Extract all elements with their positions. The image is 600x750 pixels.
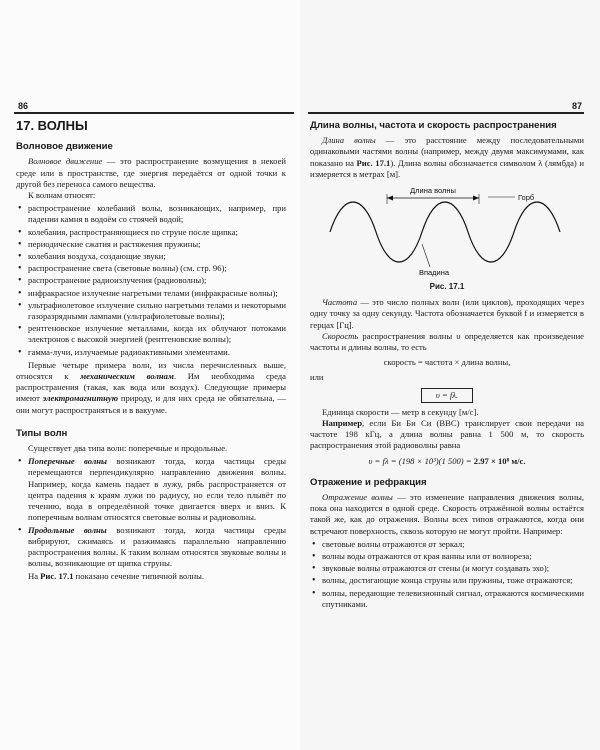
list-item: • инфракрасное излучение нагретыми телами (инфракрасные волны);: [16, 288, 286, 299]
term-reflection: Отражение волны: [322, 492, 393, 503]
paragraph-text: Первые четыре примера волн, из числа перечисленных выше, относятся к: [16, 359, 286, 382]
or-word: или: [310, 372, 324, 383]
definition-term: Волновое движение: [28, 156, 103, 167]
reflection-definition: [310, 492, 584, 537]
paragraph-text: показано сечение типичной волны.: [73, 571, 205, 582]
right-page: [300, 0, 600, 750]
speed-formula-words: скорость = частота × длина волны,: [383, 357, 511, 368]
list-item: • колебания воздуха, создающие звуки;: [16, 251, 286, 262]
speed-unit: Единица скорости — метр в секунду [м/с].: [322, 406, 479, 417]
list-item: • волны, передающие телевизионный сигнал, отражаются космическими спутниками.: [310, 588, 584, 610]
term-transverse: Поперечные волны: [28, 456, 107, 467]
section-heading-wave-motion: Волновое движение: [16, 141, 113, 153]
wave-examples-list: [16, 203, 286, 358]
list-item: • звуковые волны отражаются от стены (и могут создавать эхо);: [310, 563, 584, 574]
wavelength-definition: [310, 135, 584, 180]
chapter-title: 17. ВОЛНЫ: [16, 118, 88, 133]
list-item: • распространение колебаний волы, возникающих, например, при падении камня в водоём со стоячей водой;: [16, 203, 286, 225]
label-trough: Впадина: [418, 268, 450, 278]
list-item: • распространение радиоизлучения (радиоволны);: [16, 275, 286, 286]
speed-formula-box: υ = fλ.: [421, 388, 473, 403]
term-frequency: Частота: [322, 297, 358, 308]
wave-types-list: [16, 456, 286, 569]
definition-text: — это распространение возмущения в некоей среде или в пространстве, где энергия передаётся от одной точки к другой без переноса самого вещества.: [16, 156, 286, 189]
page-number-left: 86: [18, 101, 29, 111]
sine-wave-curve: [330, 202, 560, 262]
paragraph-text: , если Би Би Си (BBC) транслирует свои передачи на частоте 198 кГц, а длина волны равна 1 500 м, то скорость распространения этой радиоволны равна: [310, 418, 584, 451]
wave-motion-definition: [16, 156, 286, 190]
list-item: • волны воды отражаются от края ванны или от волнореза;: [310, 551, 584, 562]
label-wavelength: Длина волны: [410, 186, 456, 196]
figure-caption: Рис. 17.1: [429, 282, 465, 292]
wave-list-intro: К волнам относят:: [28, 190, 96, 201]
speed-formula-box-row: [310, 388, 584, 403]
page-number-right: 87: [571, 101, 582, 111]
arrowhead-left: [387, 196, 393, 201]
paragraph-text: . Им необходима среда распространения (такая, как вода или воздух). Следующие примеры имеют: [16, 371, 286, 404]
example-lead: Например: [322, 418, 362, 429]
term-longitudinal: Продольные волны: [28, 524, 107, 535]
term-wavelength: Длина волны: [322, 135, 376, 146]
section-heading-wavelength: Длина волны, частота и скорость распространения: [310, 120, 557, 131]
paragraph-text: распространения волны υ определяется как произведение частоты и длины волны, то есть: [310, 330, 584, 353]
list-item: • распространение света (световые волны) (см. стр. 96);: [16, 263, 286, 274]
header-rule-right: [308, 112, 584, 114]
term-electromagnetic: электромагнитную: [42, 393, 118, 404]
paragraph-text: — это изменение направления движения волны, пока она находится в одной среде. Скорость отражённой волны остаётся такой же, как до отражения. Волны всех типов отражаются, когда они встречают поверхность, сквозь которую не могут пройти. Например:: [310, 492, 584, 536]
figure-reference: Рис. 17.1: [356, 157, 391, 168]
mechanical-electromagnetic-paragraph: [16, 360, 286, 416]
transverse-text: возникают тогда, когда частицы среды перемещаются перпендикулярно направлению движения волны. Например, когда камень падает в лужу, рябь распространяется от центра падения к краям лужи по радиусу, но если тело плывёт по течению, вода в определённой точке двигается вверх и вниз. К поперечным волнам относятся световые волны и радиоволны.: [28, 456, 286, 523]
longitudinal-text: возникают тогда, когда частицы среды вибрируют, сжимаясь и разжимаясь параллельно направлению распространения волны. К таким волнам относятся звуковые волны и волны, возникающие от щипка струны.: [28, 524, 287, 569]
label-crest: Горб: [518, 193, 535, 203]
wave-types-intro: Существует два типа волн: поперечные и продольные.: [28, 443, 228, 454]
example-formula-row: [310, 456, 584, 467]
paragraph-text: — это число полных волн (или циклов), проходящих через одну точку за одну секунду. Частота обозначается буквой f и измеряется в герцах [Гц].: [310, 297, 584, 330]
trough-pointer: [422, 244, 430, 267]
wave-figure: [310, 184, 584, 279]
paragraph-text: ). Длина волны обозначается символом λ (лямбда) и измеряется в метрах [м].: [310, 157, 584, 179]
paragraph-text: природу, и для них среда не обязательна, — они могут распространяться и в вакууме.: [16, 393, 287, 415]
figure-reference-paragraph: [16, 571, 286, 582]
reflection-examples-list: [310, 539, 584, 610]
sine-wave-diagram: [310, 184, 584, 279]
term-speed: Скорость: [322, 330, 359, 341]
list-item: • ультрафиолетовое излучение сильно нагретыми телами и некоторыми газоразрядными лампами (ультрафиолетовые волны);: [16, 300, 286, 322]
list-item: • волны, достигающие конца струны или пружины, тоже отражаются;: [310, 575, 584, 586]
bbc-example: [310, 418, 584, 452]
section-heading-reflection: Отражение и рефракция: [310, 476, 427, 488]
right-page-content: [310, 118, 584, 612]
list-item: • рентгеновское излучение металлами, когда их облучают потоками электронов с высокой энергией (рентгеновские волны);: [16, 323, 286, 345]
example-formula: υ = fλ = (198 × 10³)(1 500) =: [368, 455, 474, 466]
longitudinal-waves-item: [16, 525, 286, 570]
paragraph-text: На: [28, 571, 41, 582]
term-mechanical-waves: механическим волнам: [80, 371, 174, 382]
list-item: • колебания, распространяющиеся по струне после щипка;: [16, 227, 286, 238]
example-result: 2.97 × 10⁸ м/с.: [473, 455, 526, 466]
header-rule-left: [14, 112, 294, 114]
frequency-definition: [310, 297, 584, 331]
paragraph-text: — это расстояние между последовательными одинаковыми частями волны (например, между двумя максимумами, как показано на: [310, 135, 584, 168]
list-item: • световые волны отражаются от зеркал;: [310, 539, 584, 550]
section-heading-wave-types: Типы волн: [16, 427, 68, 439]
figure-reference: Рис. 17.1: [40, 571, 74, 582]
speed-definition: [310, 331, 584, 353]
arrowhead-right: [473, 196, 479, 201]
left-page-content: [16, 118, 286, 583]
transverse-waves-item: [16, 456, 286, 523]
list-item: • периодические сжатия и растяжения пружины;: [16, 239, 286, 250]
list-item: • гамма-лучи, излучаемые радиоактивными элементами.: [16, 347, 286, 358]
